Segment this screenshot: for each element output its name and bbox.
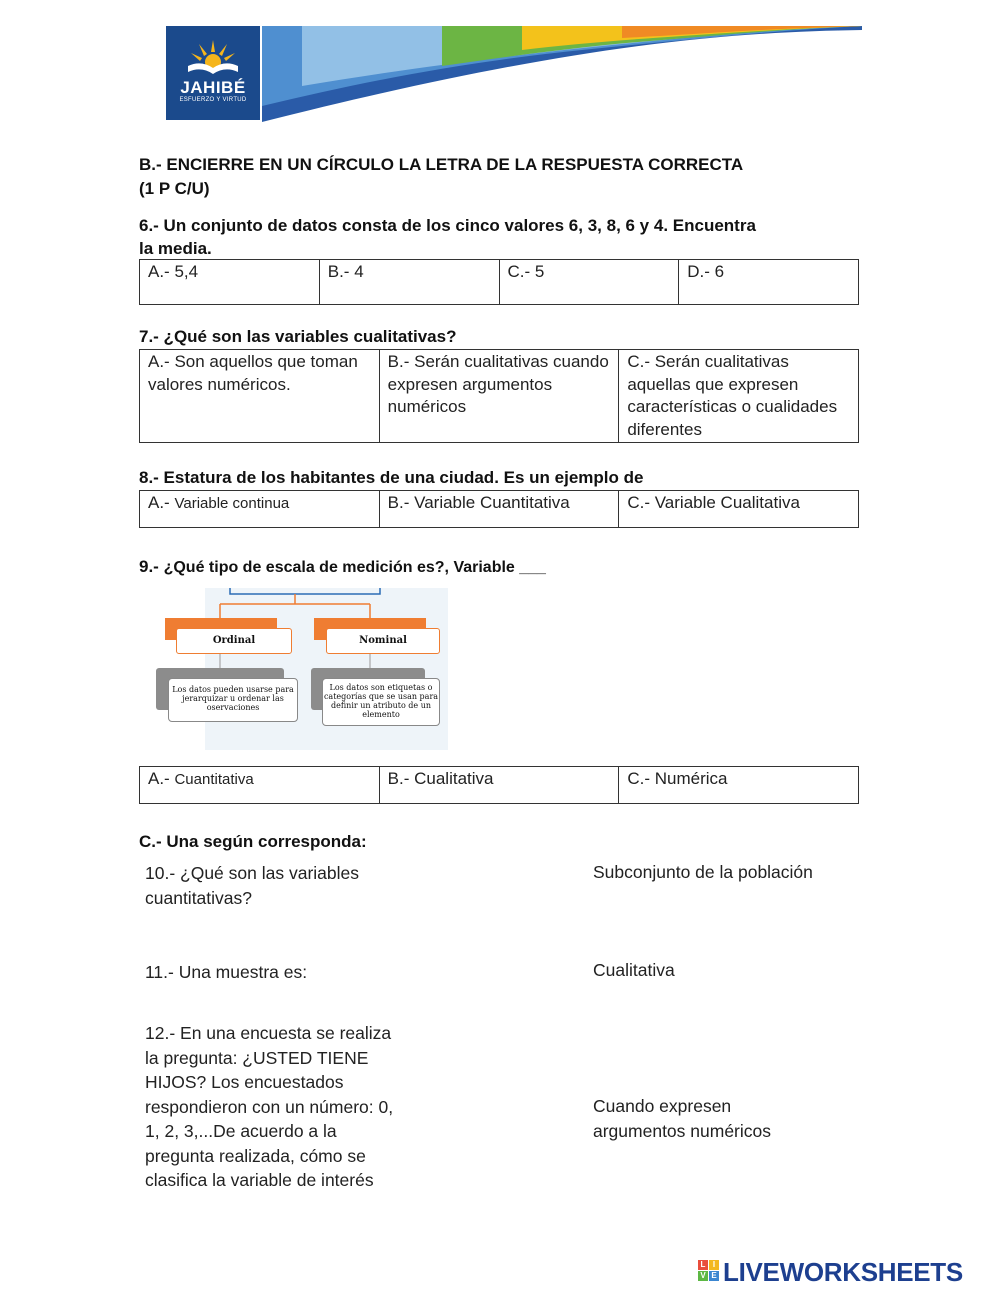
- section-b-title: B.- ENCIERRE EN UN CÍRCULO LA LETRA DE LA RESPUESTA CORRECTA: [139, 155, 744, 174]
- liveworksheets-logo: [698, 1257, 998, 1287]
- q9-option-b[interactable]: [379, 767, 619, 804]
- q7-option-c[interactable]: C.- Serán cualitativas aquellas que expresen características o cualidades diferentes: [619, 350, 859, 443]
- sunrise-book-icon: [166, 26, 260, 76]
- section-b-points: (1 P C/U): [139, 179, 210, 198]
- match-answer-3[interactable]: Cuando expresen argumentos numéricos: [593, 1096, 771, 1141]
- question-8: 8.- Estatura de los habitantes de una ciudad. Es un ejemplo de: [139, 468, 644, 487]
- option-prefix: A.-: [148, 769, 170, 788]
- badge-letter: V: [698, 1271, 708, 1281]
- q8-option-c[interactable]: [619, 491, 859, 528]
- q7-option-a[interactable]: A.- Son aquellos que toman valores numéricos.: [140, 350, 380, 443]
- measurement-scale-diagram: [150, 588, 448, 750]
- ordinal-label: Ordinal: [176, 628, 292, 654]
- q8-option-a[interactable]: [140, 491, 380, 528]
- q6-option-a[interactable]: A.- 5,4: [140, 260, 320, 305]
- match-question-11: 11.- Una muestra es:: [145, 962, 308, 982]
- logo-brand: JAHIBÉ: [180, 78, 246, 97]
- nominal-label: Nominal: [326, 628, 440, 654]
- badge-letter: L: [698, 1260, 708, 1270]
- school-logo: [166, 26, 260, 120]
- option-text: Cualitativa: [414, 769, 494, 788]
- badge-letter: I: [709, 1260, 719, 1270]
- option-prefix: B.-: [387, 493, 410, 512]
- liveworksheets-badge-icon: [698, 1260, 720, 1282]
- match-question-10: 10.- ¿Qué son las variables cuantitativas?: [145, 863, 359, 908]
- q9-option-c[interactable]: [619, 767, 859, 804]
- option-text: Cuantitativa: [174, 771, 254, 788]
- logo-motto: ESFUERZO Y VIRTUD: [179, 97, 247, 103]
- header-banner: [262, 26, 862, 122]
- section-c-title: C.- Una según corresponda:: [139, 832, 367, 851]
- ordinal-description: Los datos pueden usarse para jerarquizar u ordenar las oservaciones: [168, 678, 298, 722]
- question-9: [139, 555, 546, 579]
- question-6-line1: 6.- Un conjunto de datos consta de los cinco valores 6, 3, 8, 6 y 4. Encuentra: [139, 216, 756, 235]
- liveworksheets-wordmark: LIVEWORKSHEETS: [723, 1257, 963, 1287]
- match-answer-1[interactable]: Subconjunto de la población: [593, 862, 813, 882]
- question-6-options: [139, 259, 859, 305]
- q8-option-b[interactable]: [379, 491, 619, 528]
- option-text: Numérica: [654, 769, 728, 788]
- match-answer-2[interactable]: Cualitativa: [593, 960, 675, 980]
- q6-option-c[interactable]: C.- 5: [499, 260, 679, 305]
- option-text: Variable Cualitativa: [654, 493, 800, 512]
- q6-option-b[interactable]: B.- 4: [319, 260, 499, 305]
- question-8-options: [139, 490, 859, 528]
- question-6-line2: la media.: [139, 239, 212, 258]
- question-7: 7.- ¿Qué son las variables cualitativas?: [139, 327, 457, 346]
- badge-letter: E: [709, 1271, 719, 1281]
- nominal-description: Los datos son etiquetas o categorías que se usan para definir un atributo de un elemento: [322, 678, 440, 726]
- q9-option-a[interactable]: [140, 767, 380, 804]
- question-9-number: 9.-: [139, 557, 159, 576]
- option-prefix: C.-: [627, 493, 650, 512]
- match-question-12: 12.- En una encuesta se realiza la pregunta: ¿USTED TIENE HIJOS? Los encuestados respondieron con un número: 0, 1, 2, 3,...De acuerdo a la pregunta realizada, cómo se clasifica la variable de interés: [145, 1023, 394, 1190]
- question-9-text: ¿Qué tipo de escala de medición es?, Variable ___: [163, 559, 546, 576]
- option-text: Variable continua: [174, 495, 290, 512]
- option-prefix: A.-: [148, 493, 170, 512]
- option-text: Variable Cuantitativa: [414, 493, 570, 512]
- q6-option-d[interactable]: D.- 6: [679, 260, 859, 305]
- option-prefix: B.-: [387, 769, 410, 788]
- option-prefix: C.-: [627, 769, 650, 788]
- question-7-options: [139, 349, 859, 443]
- q7-option-b[interactable]: B.- Serán cualitativas cuando expresen argumentos numéricos: [379, 350, 619, 443]
- question-9-options: [139, 766, 859, 804]
